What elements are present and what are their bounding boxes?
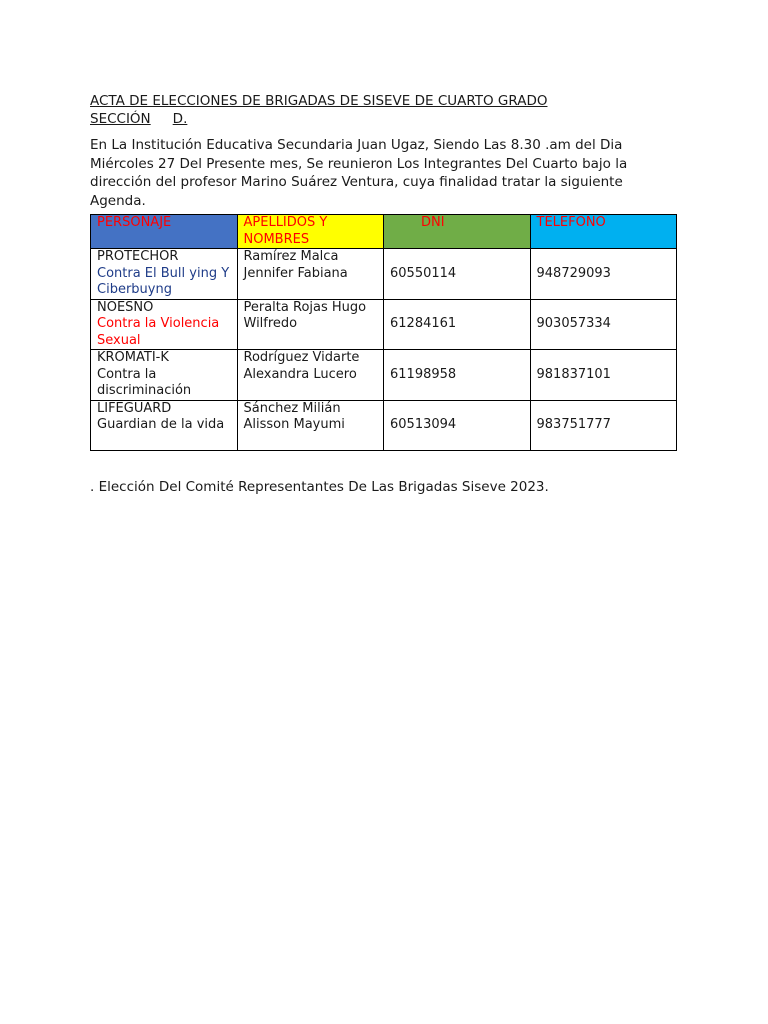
- agenda-item: . Elección Del Comité Representantes De Las Brigadas Siseve 2023.: [90, 478, 549, 495]
- brigade-name: LIFEGUARD: [97, 400, 172, 416]
- brigade-subtitle: Contra la Violencia Sexual: [97, 316, 220, 348]
- cell-telefono: 948729093: [530, 249, 677, 300]
- brigade-name: NOESNO: [97, 299, 154, 315]
- header-apellidos-nombres: APELLIDOS Y NOMBRES: [237, 215, 384, 249]
- given-names-text: Alisson Mayumi: [243, 417, 345, 432]
- given-names-text: Jennifer Fabiana: [243, 265, 348, 281]
- given-names-text: Alexandra Lucero: [243, 366, 357, 382]
- surname-text: Rodríguez Vidarte: [243, 350, 360, 365]
- cell-personaje: [91, 350, 238, 401]
- table-row: [91, 249, 677, 300]
- title-line-1: ACTA DE ELECCIONES DE BRIGADAS DE SISEVE DE CUARTO GRADO: [90, 93, 548, 109]
- cell-telefono: 981837101: [530, 350, 677, 401]
- cell-telefono: 903057334: [530, 299, 677, 350]
- cell-dni: 60513094: [384, 400, 531, 450]
- header-dni: DNI: [384, 215, 531, 249]
- title-section-value: D.: [172, 111, 188, 127]
- cell-apellidos-nombres: [237, 400, 384, 450]
- table-row: [91, 299, 677, 350]
- table-row: [91, 400, 677, 450]
- brigade-name: KROMATI-K: [97, 350, 169, 365]
- intro-paragraph: En La Institución Educativa Secundaria Juan Ugaz, Siendo Las 8.30 .am del Dia Miércoles 27 Del Presente mes, Se reunieron Los Integrantes Del Cuarto bajo la dirección del profesor Marino Suárez Ventura, cuya finalidad tratar la siguiente Agenda.: [90, 137, 628, 209]
- cell-telefono: 983751777: [530, 400, 677, 450]
- header-telefono: TELEFONO: [530, 215, 677, 249]
- cell-personaje: [91, 299, 238, 350]
- cell-apellidos-nombres: [237, 249, 384, 300]
- brigade-subtitle: Guardian de la vida: [97, 417, 225, 432]
- surname-text: Peralta Rojas Hugo: [243, 299, 367, 315]
- cell-personaje: [91, 249, 238, 300]
- brigade-subtitle: Contra la discriminación: [97, 366, 192, 398]
- cell-apellidos-nombres: [237, 299, 384, 350]
- surname-text: Ramírez Malca: [243, 249, 339, 264]
- given-names-text: Wilfredo: [243, 316, 298, 331]
- document-page: [90, 92, 680, 496]
- table-row: [91, 350, 677, 401]
- cell-apellidos-nombres: [237, 350, 384, 401]
- brigadas-table: [90, 214, 677, 451]
- title-section-label: SECCIÓN: [90, 111, 151, 127]
- brigade-subtitle: Contra El Bull ying Y Ciberbuyng: [97, 265, 230, 297]
- cell-personaje: [91, 400, 238, 450]
- cell-dni: 61198958: [384, 350, 531, 401]
- table-header-row: [91, 215, 677, 249]
- cell-dni: 60550114: [384, 249, 531, 300]
- document-title: [90, 92, 680, 128]
- header-personaje: PERSONAJE: [91, 215, 238, 249]
- cell-dni: 61284161: [384, 299, 531, 350]
- surname-text: Sánchez Milián: [243, 400, 341, 416]
- brigade-name: PROTECHOR: [97, 249, 179, 264]
